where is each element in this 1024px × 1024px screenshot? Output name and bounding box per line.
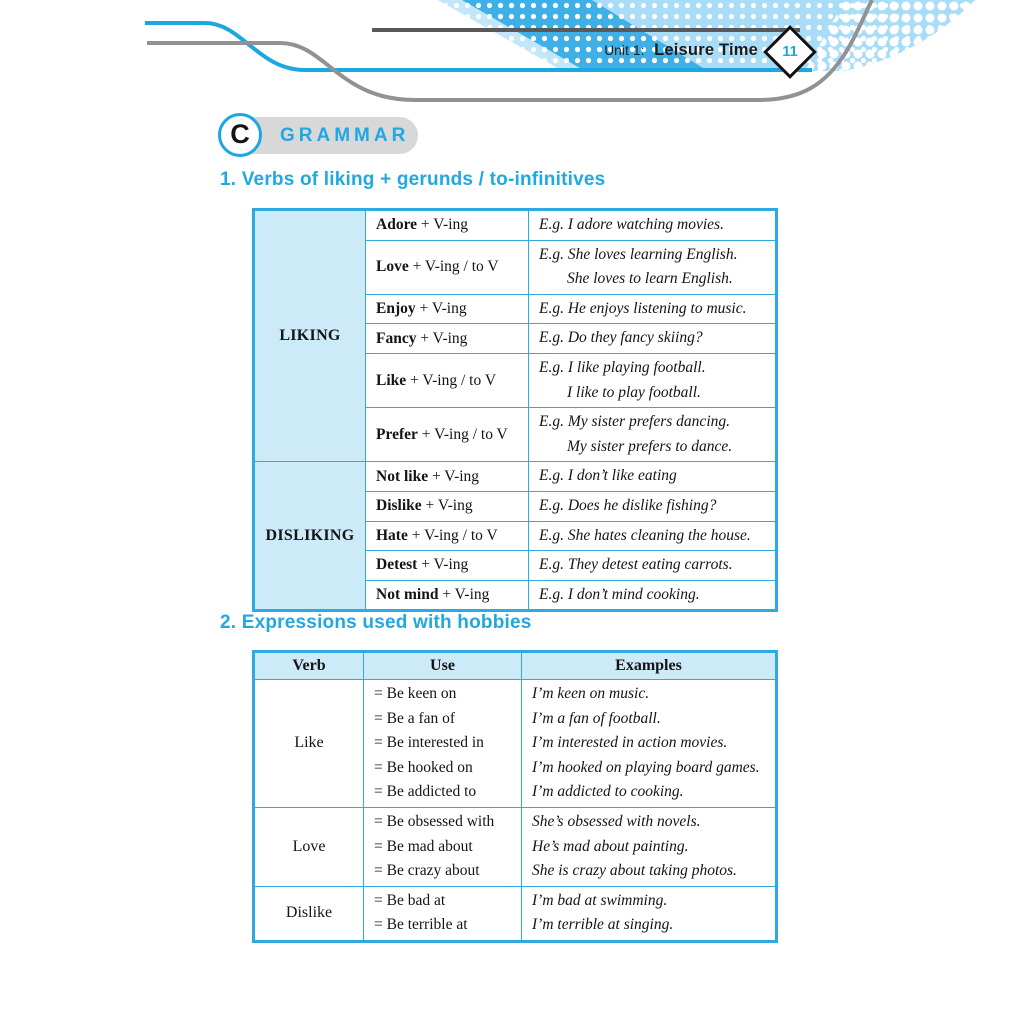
verb-pattern: Prefer + V-ing / to V	[366, 408, 529, 462]
verb-pattern: Like + V-ing / to V	[366, 353, 529, 407]
example-cell: E.g. My sister prefers dancing. My sister prefers to dance.	[529, 408, 777, 462]
unit-title: Leisure Time	[654, 41, 758, 59]
example-cell: E.g. She loves learning English. She loves to learn English.	[529, 240, 777, 294]
verb-pattern: Detest + V-ing	[366, 551, 529, 581]
example-cell: E.g. They detest eating carrots.	[529, 551, 777, 581]
verb-pattern: Love + V-ing / to V	[366, 240, 529, 294]
example-cell: I’m keen on music. I’m a fan of football. I’m interested in action movies. I’m hooked on playing board games. I’m addicted to cooking.	[522, 680, 777, 808]
section1-heading: 1. Verbs of liking + gerunds / to-infinitives	[220, 169, 606, 190]
unit-label: Unit 1:	[604, 43, 645, 58]
verb-cell: Dislike	[254, 886, 364, 941]
table-row	[254, 886, 777, 941]
example-cell: E.g. Do they fancy skiing?	[529, 324, 777, 354]
use-cell: = Be bad at = Be terrible at	[364, 886, 522, 941]
example-cell: E.g. I like playing football. I like to play football.	[529, 353, 777, 407]
example-cell: E.g. I don’t like eating	[529, 462, 777, 492]
example-cell: E.g. I adore watching movies.	[529, 210, 777, 241]
verb-pattern: Fancy + V-ing	[366, 324, 529, 354]
example-cell: E.g. He enjoys listening to music.	[529, 294, 777, 324]
group-label-liking: LIKING	[254, 210, 366, 462]
column-header-verb: Verb	[254, 652, 364, 680]
grammar-badge	[218, 113, 428, 157]
table-row	[254, 210, 777, 241]
verb-pattern: Not mind + V-ing	[366, 580, 529, 611]
verb-pattern: Not like + V-ing	[366, 462, 529, 492]
hobby-expressions-table	[252, 650, 778, 943]
table-row	[254, 462, 777, 492]
grammar-badge-label: GRAMMAR	[232, 117, 418, 154]
verb-pattern: Enjoy + V-ing	[366, 294, 529, 324]
example-cell: E.g. Does he dislike fishing?	[529, 491, 777, 521]
verb-pattern: Adore + V-ing	[366, 210, 529, 241]
group-label-disliking: DISLIKING	[254, 462, 366, 611]
verb-pattern: Hate + V-ing / to V	[366, 521, 529, 551]
table-row	[254, 680, 777, 808]
column-header-use: Use	[364, 652, 522, 680]
section2-heading: 2. Expressions used with hobbies	[220, 612, 532, 633]
verbs-of-liking-table	[252, 208, 778, 612]
verb-pattern: Dislike + V-ing	[366, 491, 529, 521]
use-cell: = Be obsessed with = Be mad about = Be crazy about	[364, 807, 522, 886]
verb-cell: Like	[254, 680, 364, 808]
verb-cell: Love	[254, 807, 364, 886]
use-cell: = Be keen on = Be a fan of = Be interested in = Be hooked on = Be addicted to	[364, 680, 522, 808]
page-number: 11	[782, 44, 798, 60]
unit-header	[0, 41, 758, 60]
column-header-examples: Examples	[522, 652, 777, 680]
table-row	[254, 807, 777, 886]
table-header-row	[254, 652, 777, 680]
header-decoration	[0, 0, 1024, 125]
c-circle-icon: C	[218, 113, 262, 157]
example-cell: She’s obsessed with novels. He’s mad about painting. She is crazy about taking photos.	[522, 807, 777, 886]
example-cell: E.g. I don’t mind cooking.	[529, 580, 777, 611]
example-cell: I’m bad at swimming. I’m terrible at singing.	[522, 886, 777, 941]
example-cell: E.g. She hates cleaning the house.	[529, 521, 777, 551]
